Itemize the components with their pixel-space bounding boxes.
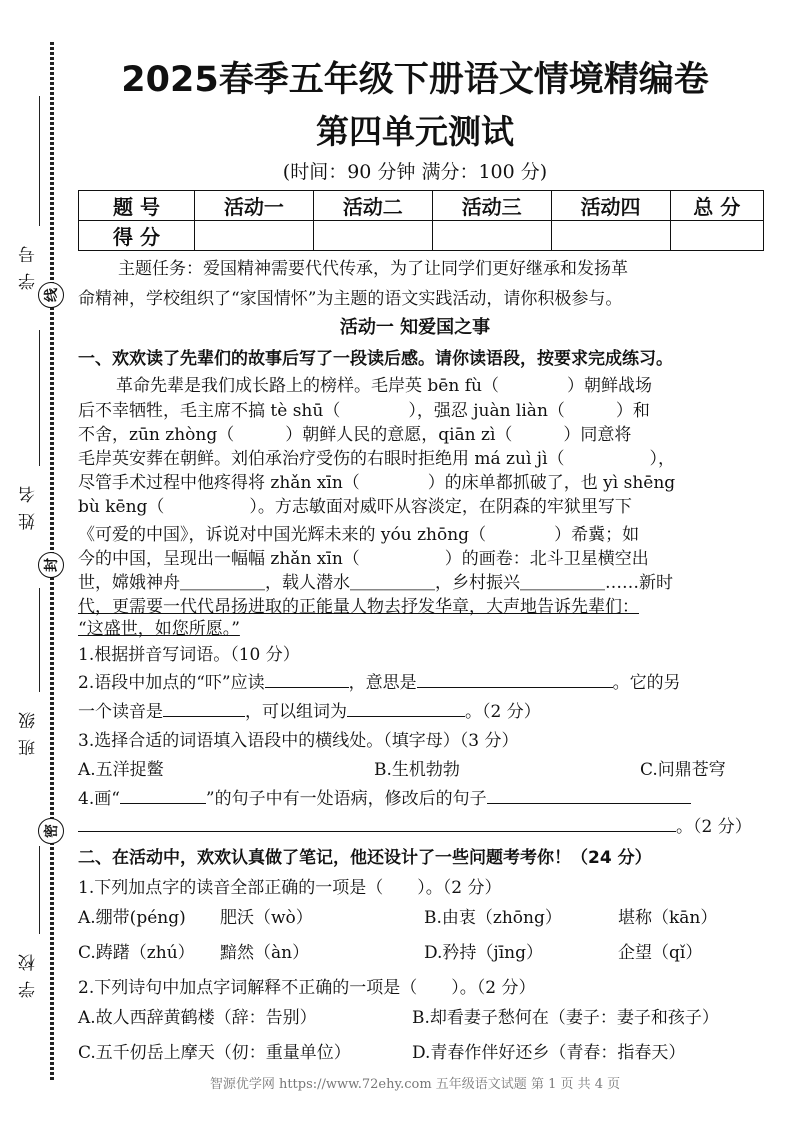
- side-write-line: [39, 330, 40, 466]
- passage-line: 革命先辈是我们成长路上的榜样。毛岸英 bēn fù（ ）朝鲜战场: [116, 376, 652, 396]
- exam-meta: (时间：90 分钟 满分：100 分): [282, 161, 548, 183]
- option-a[interactable]: A.绷带(péng): [78, 908, 186, 928]
- table-cell: 活动二: [313, 191, 432, 221]
- option-text: 企望（qǐ）: [618, 943, 703, 963]
- score-input-cell[interactable]: [195, 221, 314, 251]
- score-input-cell[interactable]: [432, 221, 551, 251]
- q2-text: 2.语段中加点的“吓”应读: [78, 673, 265, 693]
- passage-line-underlined: 代，更需要一代代昂扬进取的正能量人物去抒发华章，大声地告诉先辈们：: [78, 597, 639, 617]
- q2-text: ，意思是: [348, 673, 417, 693]
- table-cell: 总 分: [670, 191, 764, 221]
- passage-line: bù kēng（ ）。方志敏面对威吓从容淡定，在阴森的牢狱里写下: [78, 497, 632, 517]
- answer-blank[interactable]: [120, 787, 206, 804]
- option-b[interactable]: B.却看妻子愁何在（妻子：妻子和孩子）: [412, 1008, 719, 1028]
- option-c[interactable]: C.踌躇（zhú）: [78, 943, 195, 963]
- option-a[interactable]: A.故人西辞黄鹤楼（辞：告别）: [78, 1008, 317, 1028]
- intro-line: 主题任务：爱国精神需要代代传承，为了让同学们更好继承和发扬革: [118, 259, 628, 279]
- side-label-name: 姓名: [19, 476, 39, 530]
- passage-line-underlined: “这盛世，如您所愿。”: [78, 619, 240, 639]
- option-c[interactable]: C.五千仞岳上摩天（仞：重量单位）: [78, 1043, 351, 1063]
- seal-mi: 密: [38, 818, 64, 844]
- s2q1-options-row1: [78, 903, 768, 928]
- question-2-line1: [78, 668, 681, 693]
- table-cell: 活动三: [432, 191, 551, 221]
- answer-blank[interactable]: [417, 671, 613, 688]
- side-write-line: [39, 588, 40, 692]
- question-1: 1.根据拼音写词语。（10 分）: [78, 645, 300, 665]
- q2-text: 一个读音是: [78, 702, 163, 722]
- s2q1-options-row2: [78, 938, 768, 963]
- side-label-class: 班级: [19, 702, 39, 756]
- page-footer: 智源优学网 https://www.72ehy.com 五年级语文试题 第 1 页 共 4 页: [209, 1077, 621, 1092]
- side-label-school: 学校: [19, 944, 39, 998]
- score-input-cell[interactable]: [313, 221, 432, 251]
- q2-text: ，可以组词为: [245, 702, 347, 722]
- table-cell: 题 号: [79, 191, 195, 221]
- q4-text: 4.画“: [78, 789, 120, 809]
- option-b[interactable]: B.由衷（zhōng）: [424, 908, 562, 928]
- question-4-line2: [78, 812, 752, 837]
- score-input-cell[interactable]: [670, 221, 764, 251]
- passage-line: 今的中国，呈现出一幅幅 zhǎn xīn（ ）的画卷：北斗卫星横空出: [78, 549, 649, 569]
- option-text: 堪称（kān）: [618, 908, 718, 928]
- question-3-options: [78, 755, 768, 780]
- q2-text: 。（2 分）: [465, 702, 541, 722]
- passage-line: 《可爱的中国》，诉说对中国光辉未来的 yóu zhōng（ ）希冀；如: [78, 525, 640, 545]
- table-cell: 活动一: [195, 191, 314, 221]
- passage-line: 世，嫦娥神舟＿＿＿＿＿，载人潜水＿＿＿＿＿，乡村振兴＿＿＿＿＿……新时: [78, 573, 673, 593]
- question-3: 3.选择合适的词语填入语段中的横线处。（填字母）（3 分）: [78, 731, 519, 751]
- answer-blank[interactable]: [265, 671, 349, 688]
- passage-line: 不舍，zūn zhòng（ ）朝鲜人民的意愿，qiān zì（ ）同意将: [78, 425, 632, 445]
- table-cell: 得 分: [79, 221, 195, 251]
- question-4-line1: [78, 784, 691, 809]
- answer-blank[interactable]: [78, 815, 676, 832]
- option-d[interactable]: D.青春作伴好还乡（青春：指春天）: [412, 1043, 686, 1063]
- s2q2-options-row2: [78, 1038, 768, 1063]
- answer-blank[interactable]: [347, 700, 465, 717]
- question-2-line2: [78, 697, 541, 722]
- passage-line: 后不幸牺牲，毛主席不搞 tè shū（ ），强忍 juàn liàn（ ）和: [78, 401, 650, 421]
- side-write-line: [39, 96, 40, 226]
- q4-text: ”的句子中有一处语病，修改后的句子: [205, 789, 487, 809]
- section2-question-2: 2.下列诗句中加点字词解释不正确的一项是（ ）。（2 分）: [78, 978, 536, 998]
- score-input-cell[interactable]: [551, 221, 670, 251]
- page-subtitle: 第四单元测试: [316, 112, 514, 151]
- option-text: 肥沃（wò）: [220, 908, 313, 928]
- s2q2-options-row1: [78, 1003, 768, 1028]
- answer-blank[interactable]: [487, 787, 691, 804]
- score-table-score-row: [79, 221, 764, 251]
- option-a[interactable]: A.五洋捉鳖: [78, 760, 164, 780]
- option-text: 黯然（àn）: [220, 943, 310, 963]
- q2-text: 。它的另: [612, 673, 681, 693]
- q4-score: 。（2 分）: [676, 817, 752, 837]
- passage-line: 尽管手术过程中他疼得将 zhǎn xīn（ ）的床单都抓破了，也 yì shēng: [78, 473, 676, 493]
- option-d[interactable]: D.矜持（jīng）: [424, 943, 543, 963]
- answer-blank[interactable]: [163, 700, 245, 717]
- activity1-title: 活动一 知爱国之事: [339, 317, 491, 338]
- score-table-header-row: [79, 191, 764, 221]
- seal-feng: 封: [38, 552, 64, 578]
- option-b[interactable]: B.生机勃勃: [374, 760, 460, 780]
- side-write-line: [39, 846, 40, 934]
- passage-line: 毛岸英安葬在朝鲜。刘伯承治疗受伤的右眼时拒绝用 má zuì jì（ ），: [78, 449, 676, 469]
- seal-xian: 线: [38, 282, 64, 308]
- table-cell: 活动四: [551, 191, 670, 221]
- page-title: 2025春季五年级下册语文情境精编卷: [121, 60, 709, 100]
- side-label-student-id: 学号: [19, 236, 39, 290]
- score-table: [78, 190, 764, 251]
- section2-heading: 二、在活动中，欢欢认真做了笔记，他还设计了一些问题考考你！（24 分）: [78, 848, 652, 868]
- intro-line: 命精神，学校组织了“家国情怀”为主题的语文实践活动，请你积极参与。: [78, 289, 623, 309]
- option-c[interactable]: C.问鼎苍穹: [640, 760, 726, 780]
- section1-heading: 一、欢欢读了先辈们的故事后写了一段读后感。请你读语段，按要求完成练习。: [78, 349, 673, 369]
- section2-question-1: 1.下列加点字的读音全部正确的一项是（ ）。（2 分）: [78, 878, 502, 898]
